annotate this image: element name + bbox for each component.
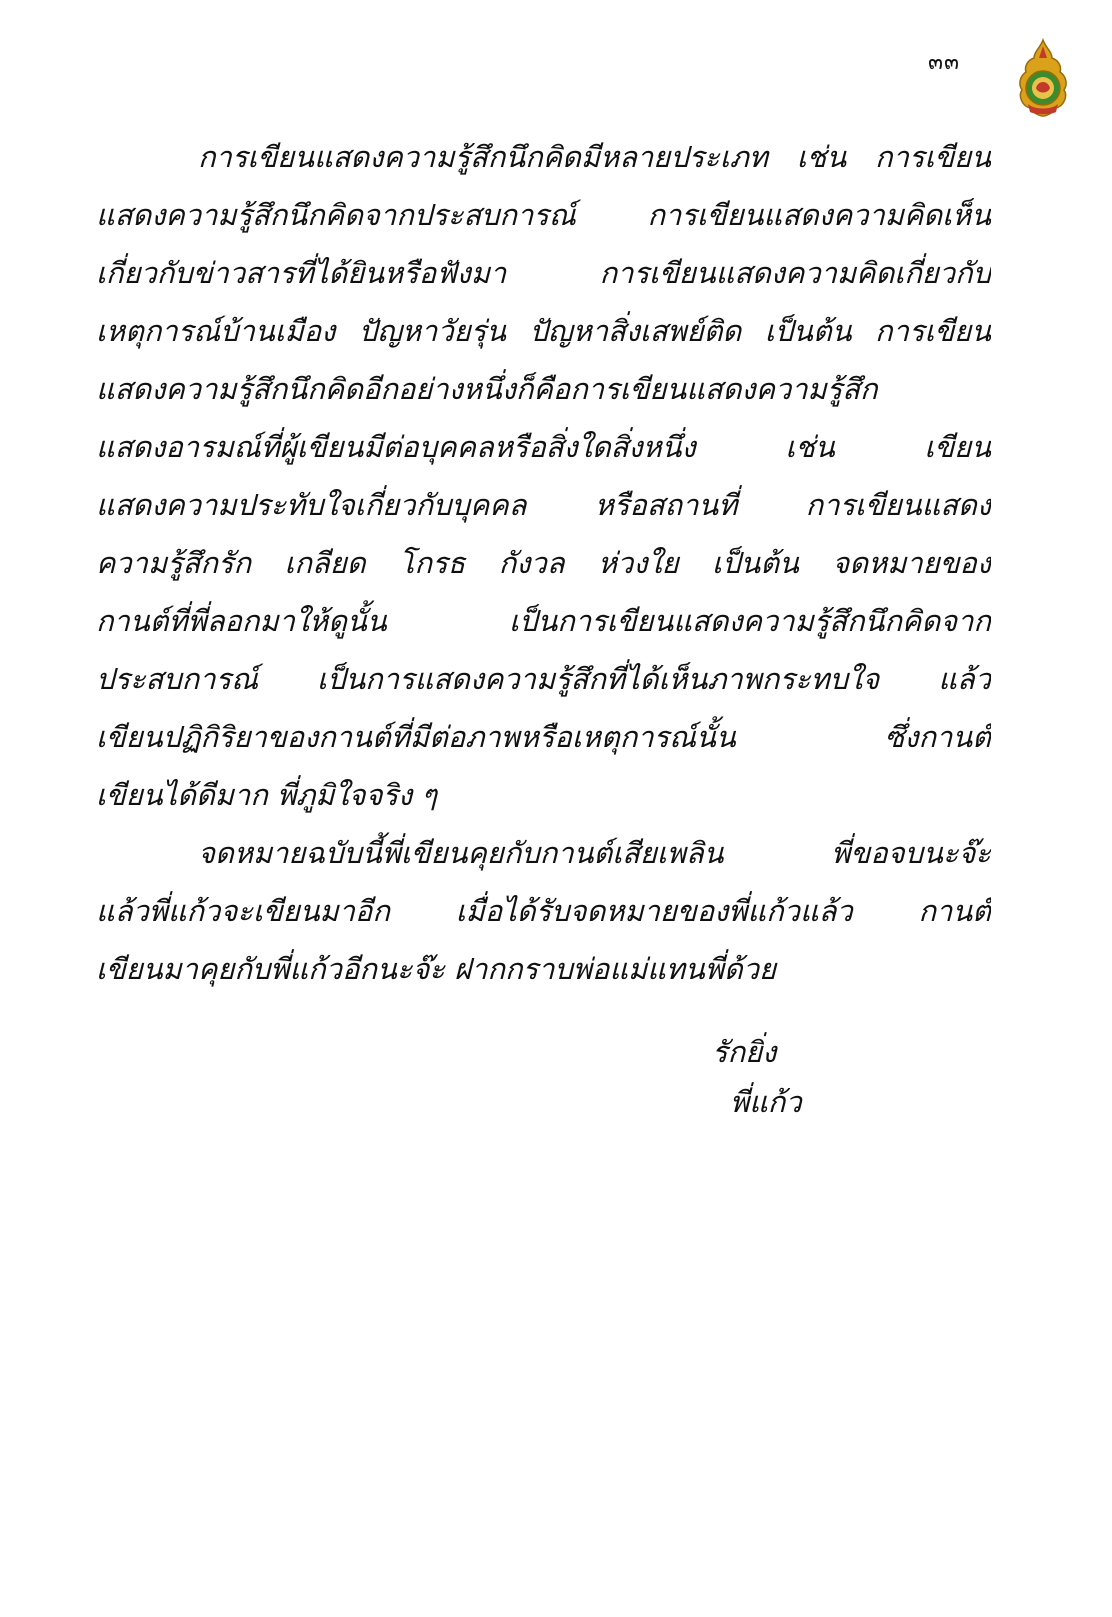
paragraph-line: จดหมายฉบับนี้พี่เขียนคุยกับกานต์เสียเพลิน พี่ขอจบนะจ๊ะ — [198, 836, 991, 870]
paragraph-line: เขียนมาคุยกับพี่แก้วอีกนะจ๊ะ ฝากกราบพ่อแม่แทนพี่ด้วย — [96, 952, 776, 986]
paragraph-line: เกี่ยวกับข่าวสารที่ได้ยินหรือฟังมา การเขียนแสดงความคิดเกี่ยวกับ — [96, 256, 991, 290]
signature: พี่แก้ว — [730, 1085, 802, 1119]
paragraph-line: แสดงความรู้สึกนึกคิดอีกอย่างหนึ่งก็คือการเขียนแสดงความรู้สึก — [96, 372, 878, 406]
paragraph-line: แสดงความประทับใจเกี่ยวกับบุคคล หรือสถานที่ การเขียนแสดง — [96, 488, 991, 522]
paragraph-line: เหตุการณ์บ้านเมือง ปัญหาวัยรุ่น ปัญหาสิ่งเสพย์ติด เป็นต้น การเขียน — [96, 314, 991, 348]
paragraph-line: ความรู้สึกรัก เกลียด โกรธ กังวล ห่วงใย เป็นต้น จดหมายของ — [96, 546, 991, 580]
paragraph-line: แสดงอารมณ์ที่ผู้เขียนมีต่อบุคคลหรือสิ่งใดสิ่งหนึ่ง เช่น เขียน — [96, 430, 991, 464]
closing-salutation: รักยิ่ง — [712, 1035, 777, 1069]
paragraph-line: กานต์ที่พี่ลอกมาให้ดูนั้น เป็นการเขียนแสดงความรู้สึกนึกคิดจาก — [96, 604, 991, 638]
paragraph-line: เขียนได้ดีมาก พี่ภูมิใจจริง ๆ — [96, 778, 438, 812]
paragraph-line: เขียนปฏิกิริยาของกานต์ที่มีต่อภาพหรือเหตุการณ์นั้น ซึ่งกานต์ — [96, 720, 991, 754]
paragraph-line: ประสบการณ์ เป็นการแสดงความรู้สึกที่ได้เห็นภาพกระทบใจ แล้ว — [96, 662, 991, 696]
paragraph-line: การเขียนแสดงความรู้สึกนึกคิดมีหลายประเภท เช่น การเขียน — [198, 140, 991, 174]
letter-body — [96, 128, 991, 998]
paragraph-line: แสดงความรู้สึกนึกคิดจากประสบการณ์ การเขียนแสดงความคิดเห็น — [96, 198, 991, 232]
paragraph-line: แล้วพี่แก้วจะเขียนมาอีก เมื่อได้รับจดหมายของพี่แก้วแล้ว กานต์ — [96, 894, 991, 928]
school-emblem-icon — [1014, 38, 1072, 118]
page-number: ๓๓ — [928, 50, 961, 75]
